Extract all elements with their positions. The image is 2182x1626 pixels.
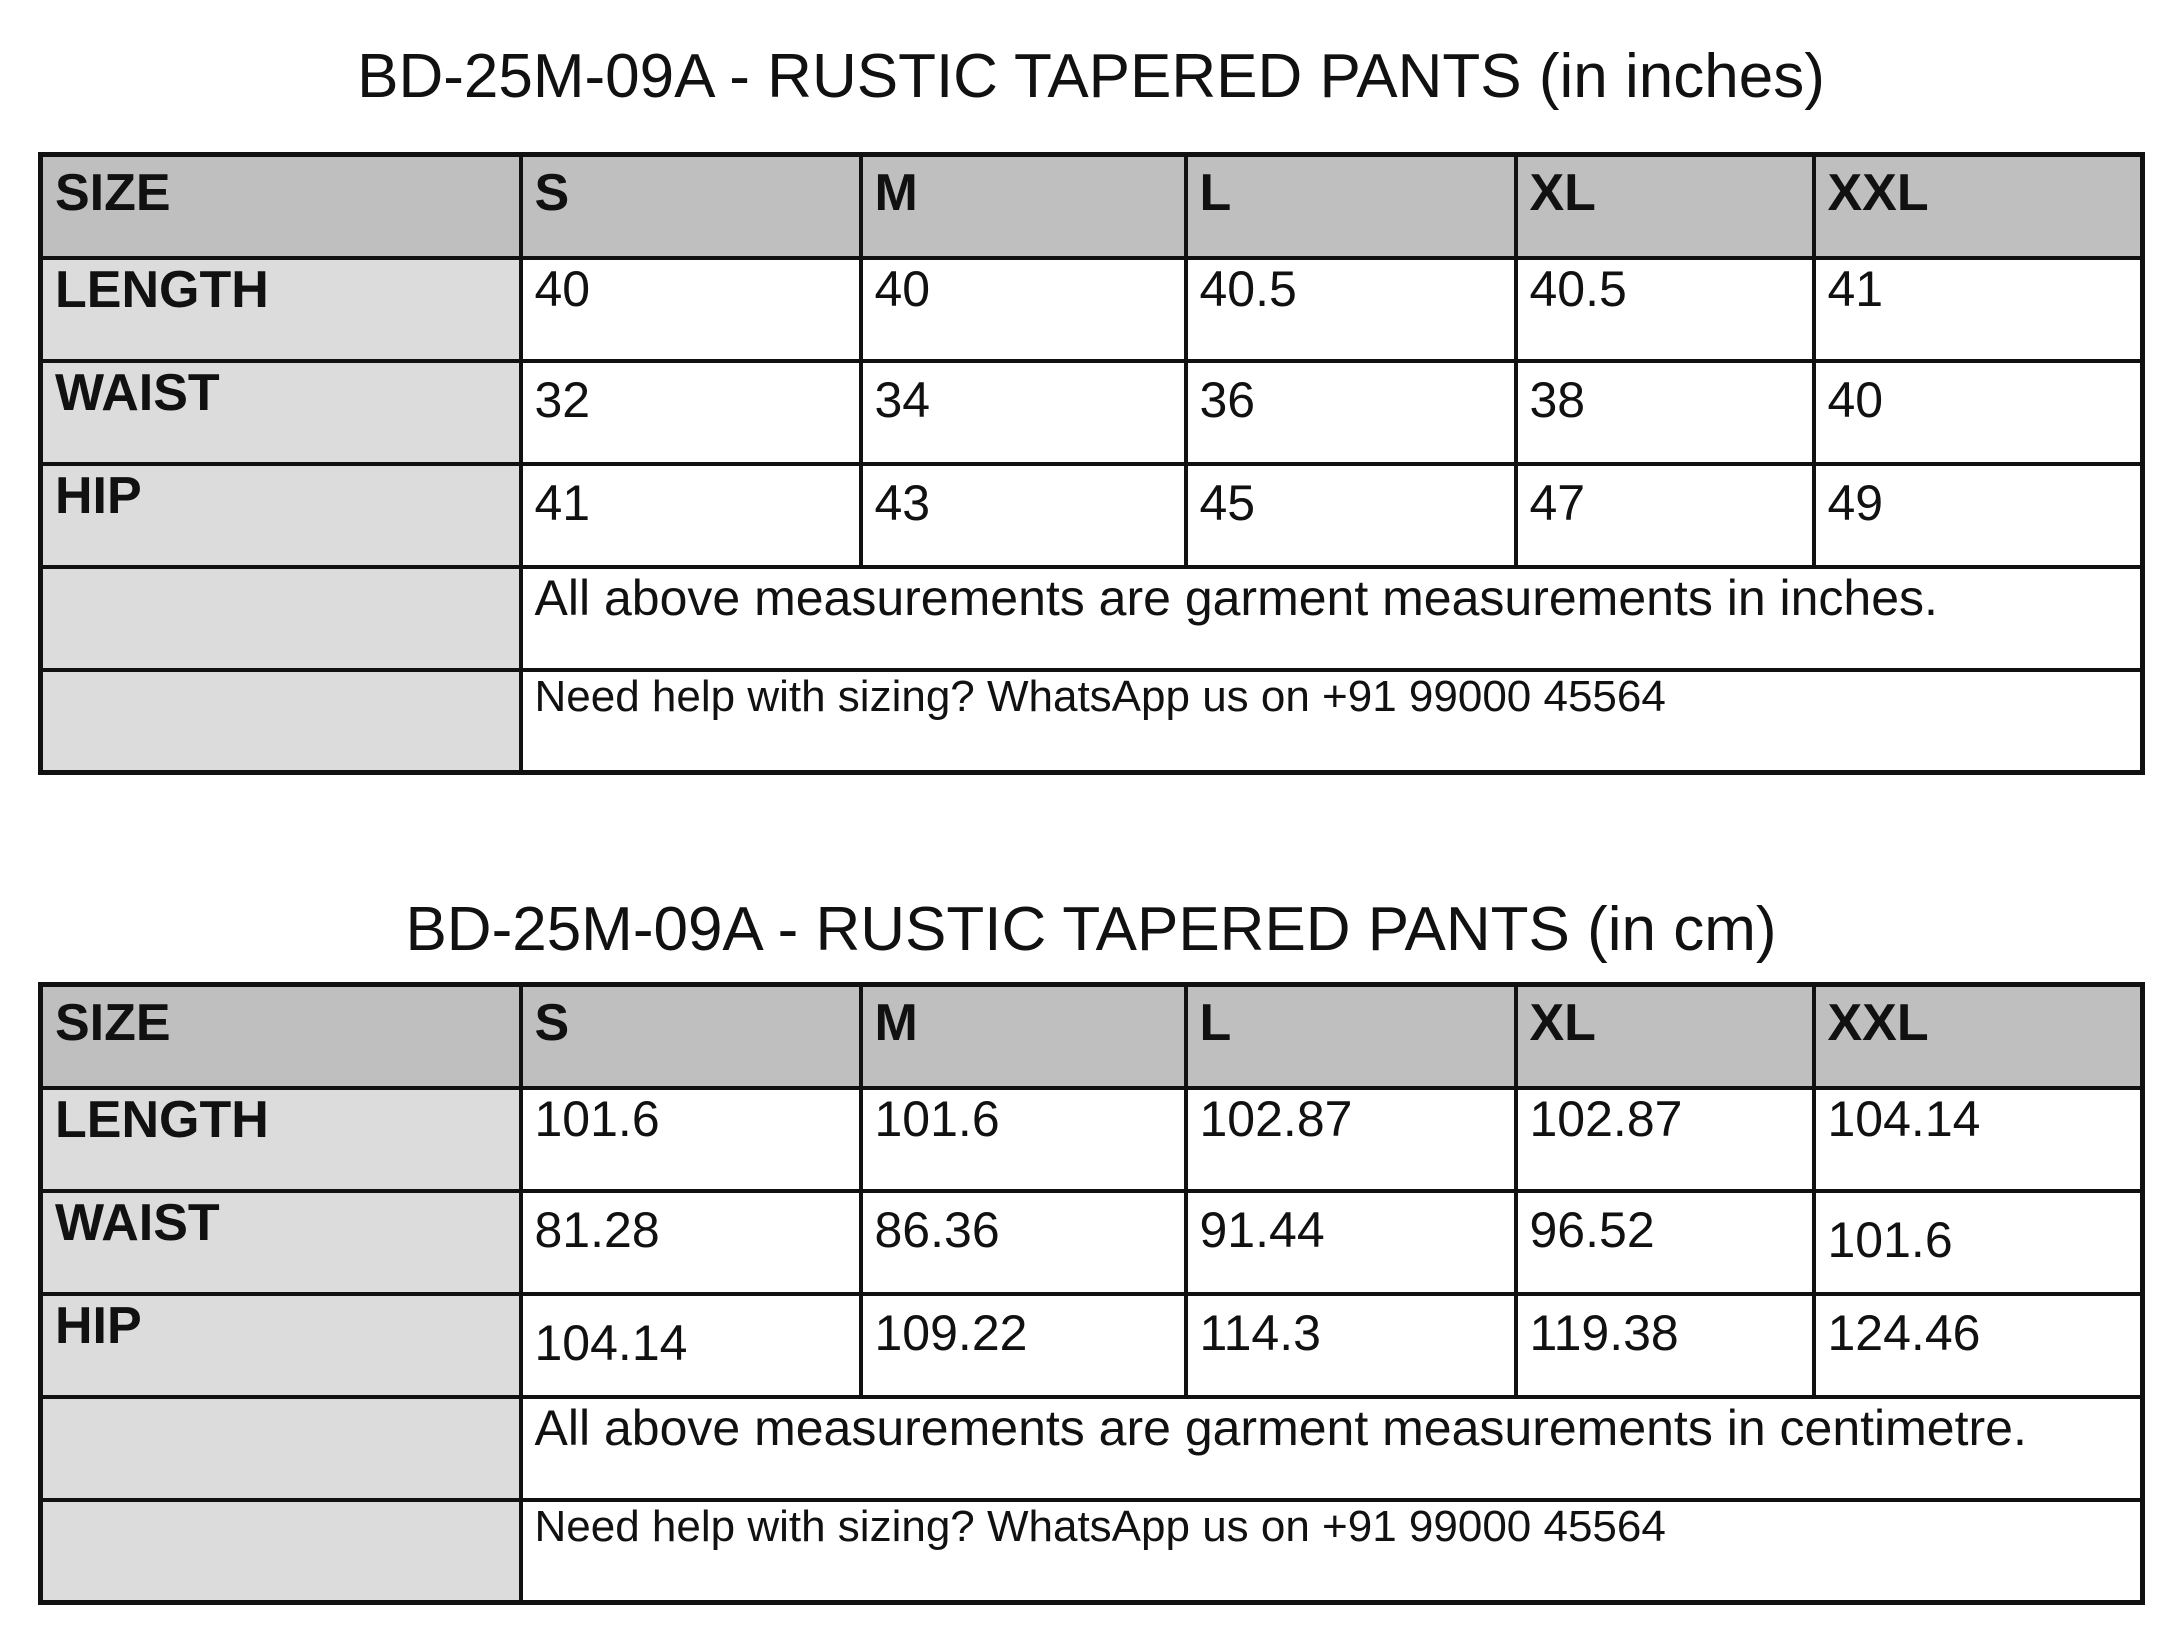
sizing-help-text: Need help with sizing? WhatsApp us on +91 99000 45564 (521, 670, 2143, 773)
value-cell: 40.5 (1186, 258, 1516, 361)
row-label: LENGTH (41, 258, 521, 361)
header-cell-xxl: XXL (1814, 155, 2143, 258)
header-cell-size: SIZE (41, 155, 521, 258)
table-row-hip (41, 464, 2143, 567)
value-cell: 119.38 (1516, 1294, 1814, 1397)
value-cell: 104.14 (521, 1294, 861, 1397)
value-cell: 43 (861, 464, 1186, 567)
table-row-hip (41, 1294, 2143, 1397)
size-table-inches (38, 152, 2145, 775)
value-cell: 38 (1516, 361, 1814, 464)
table-title-inches: BD-25M-09A - RUSTIC TAPERED PANTS (in inches) (357, 42, 1825, 111)
header-cell-m: M (861, 985, 1186, 1088)
header-cell-s: S (521, 985, 861, 1088)
header-cell-xl: XL (1516, 155, 1814, 258)
header-cell-size: SIZE (41, 985, 521, 1088)
empty-label-cell (41, 1397, 521, 1500)
value-cell: 104.14 (1814, 1088, 2143, 1191)
value-cell: 41 (521, 464, 861, 567)
header-row (41, 155, 2143, 258)
value-cell: 40 (521, 258, 861, 361)
value-cell: 32 (521, 361, 861, 464)
header-cell-l: L (1186, 985, 1516, 1088)
table-row-length (41, 1088, 2143, 1191)
value-cell: 45 (1186, 464, 1516, 567)
value-cell: 96.52 (1516, 1191, 1814, 1294)
value-cell: 41 (1814, 258, 2143, 361)
value-cell: 124.46 (1814, 1294, 2143, 1397)
value-cell: 40 (1814, 361, 2143, 464)
sizing-help-text: Need help with sizing? WhatsApp us on +91 99000 45564 (521, 1500, 2143, 1603)
table-row-waist (41, 361, 2143, 464)
value-cell: 86.36 (861, 1191, 1186, 1294)
table-title-cm: BD-25M-09A - RUSTIC TAPERED PANTS (in cm) (405, 895, 1777, 964)
size-table-cm (38, 982, 2145, 1605)
value-cell: 34 (861, 361, 1186, 464)
value-cell: 109.22 (861, 1294, 1186, 1397)
table-row-help (41, 1500, 2143, 1603)
value-cell: 49 (1814, 464, 2143, 567)
value-cell: 101.6 (861, 1088, 1186, 1191)
header-cell-xl: XL (1516, 985, 1814, 1088)
table-row-note (41, 1397, 2143, 1500)
table-row-help (41, 670, 2143, 773)
row-label: WAIST (41, 361, 521, 464)
row-label: WAIST (41, 1191, 521, 1294)
value-cell: 101.6 (1814, 1191, 2143, 1294)
value-cell: 36 (1186, 361, 1516, 464)
value-cell: 81.28 (521, 1191, 861, 1294)
header-cell-xxl: XXL (1814, 985, 2143, 1088)
value-cell: 91.44 (1186, 1191, 1516, 1294)
value-cell: 102.87 (1186, 1088, 1516, 1191)
value-cell: 114.3 (1186, 1294, 1516, 1397)
header-row (41, 985, 2143, 1088)
measurement-note: All above measurements are garment measurements in inches. (521, 567, 2143, 670)
empty-label-cell (41, 1500, 521, 1603)
table-row-waist (41, 1191, 2143, 1294)
empty-label-cell (41, 670, 521, 773)
empty-label-cell (41, 567, 521, 670)
value-cell: 47 (1516, 464, 1814, 567)
header-cell-s: S (521, 155, 861, 258)
header-cell-l: L (1186, 155, 1516, 258)
table-row-note (41, 567, 2143, 670)
table-row-length (41, 258, 2143, 361)
row-label: HIP (41, 1294, 521, 1397)
header-cell-m: M (861, 155, 1186, 258)
row-label: LENGTH (41, 1088, 521, 1191)
value-cell: 102.87 (1516, 1088, 1814, 1191)
measurement-note: All above measurements are garment measurements in centimetre. (521, 1397, 2143, 1500)
value-cell: 101.6 (521, 1088, 861, 1191)
value-cell: 40 (861, 258, 1186, 361)
row-label: HIP (41, 464, 521, 567)
value-cell: 40.5 (1516, 258, 1814, 361)
